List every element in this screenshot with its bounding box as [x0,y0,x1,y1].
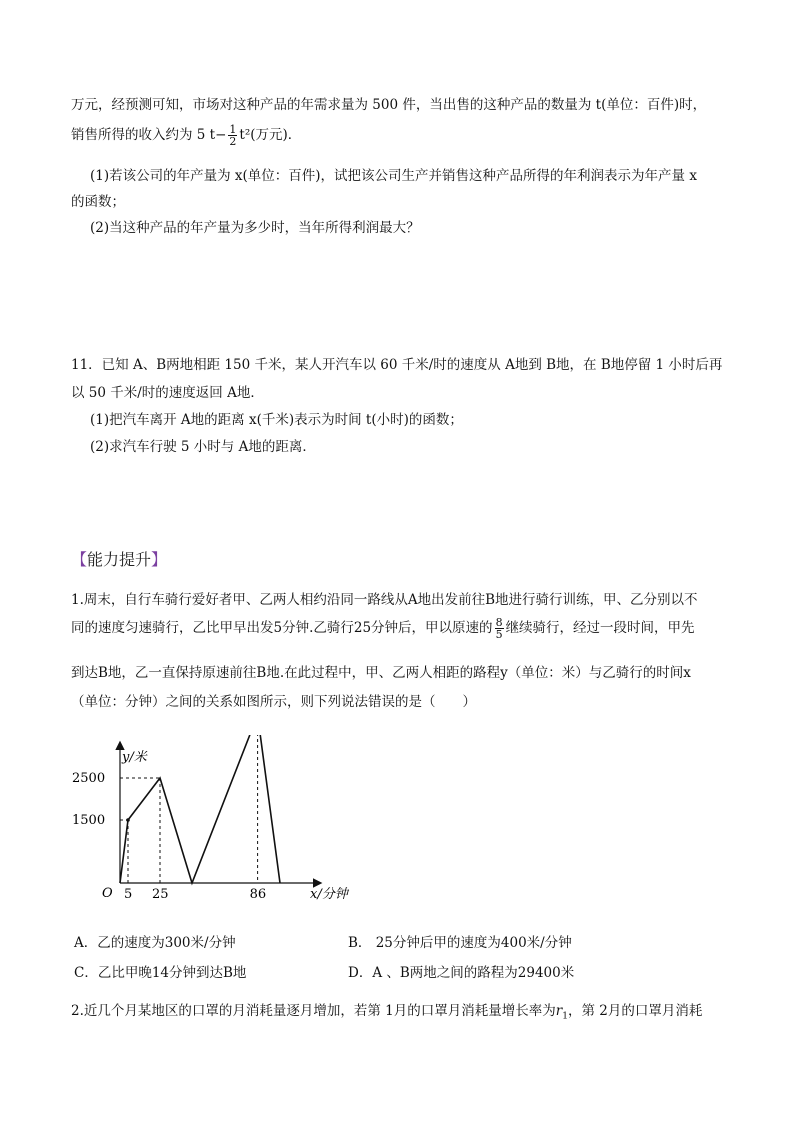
q1-line2-post: 继续骑行，经过一段时间，甲先 [505,620,695,636]
section-bracket-close: 】 [151,550,168,569]
point-5 [126,818,130,822]
y-tick-1500: 1500 [72,813,106,828]
option-a: A．乙的速度为300米/分钟 [74,935,236,951]
p1-frac-den: 2 [229,135,237,148]
section-title [71,547,167,570]
p1-q1-line2: 的函数； [71,194,125,210]
option-b: B． 25分钟后甲的速度为400米/分钟 [348,935,572,951]
p1-fraction [228,124,237,147]
x-tick-25: 25 [152,887,169,902]
p11-line2: 以 50 千米/时的速度返回 A地． [71,385,264,401]
q1-line2 [71,617,695,640]
p1-frac-num: 1 [229,123,237,136]
q1-fraction [495,617,504,640]
q1-frac-num: 8 [495,616,503,629]
q1-line3: 到达B地，乙一直保持原速前往B地.在此过程中，甲、乙两人相距的路程y（单位：米）与乙骑行的时间x [71,665,691,681]
option-d: D．A 、B两地之间的路程为29400米 [348,965,575,981]
option-c: C．乙比甲晚14分钟到达B地 [74,965,247,981]
p11-line1: 11．已知 A、B两地相距 150 千米，某人开汽车以 60 千米/时的速度从 A地到 B地，在 B地停留 1 小时后再 [71,357,723,373]
q1-line4: （单位：分钟）之间的关系如图所示，则下列说法错误的是（ ） [71,694,476,710]
p11-q1: (1)把汽车离开 A地的距离 x(千米)表示为时间 t(小时)的函数； [90,412,463,428]
y-axis-label: y/米 [122,750,147,765]
x-axis-label: x/分钟 [310,887,348,902]
p1-line2 [71,124,301,147]
section-title-text: 能力提升 [87,550,152,569]
q1-frac-den: 5 [495,628,503,641]
q2-line1-post: ，第 2月的口罩月消耗 [567,1003,703,1019]
p1-line2-post: t²(万元)． [239,127,302,143]
distance-time-graph [70,735,370,915]
x-tick-86: 86 [249,887,267,902]
section-bracket-open: 【 [71,550,88,569]
y-tick-2500: 2500 [72,771,106,786]
origin-label: O [102,886,113,901]
q2-line1-pre: 2.近几个月某地区的口罩的月消耗量逐月增加，若第 1月的口罩月消耗量增长率为 [71,1003,556,1019]
x-tick-5: 5 [124,887,133,902]
q2-var-r: r [555,1003,563,1019]
q1-line2-pre: 同的速度匀速骑行，乙比甲早出发5分钟.乙骑行25分钟后，甲以原速的 [71,620,493,636]
p1-q2: (2)当这种产品的年产量为多少时，当年所得利润最大？ [90,220,420,236]
q2-line1 [71,1001,702,1027]
p11-q2: (2)求汽车行驶 5 小时与 A地的距离． [90,439,316,455]
p1-line1: 万元，经预测可知，市场对这种产品的年需求量为 500 件，当出售的这种产品的数量为 t(单位：百件)时， [71,97,707,113]
q2-var-sub: 1 [562,1011,568,1022]
q1-line1: 1.周末，自行车骑行爱好者甲、乙两人相约沿同一路线从A地出发前往B地进行骑行训练，甲、乙分别以不 [71,592,698,608]
p1-line2-pre: 销售所得的收入约为 5 t− [71,127,227,143]
p1-q1-line1: (1)若该公司的年产量为 x(单位：百件)，试把该公司生产并销售这种产品所得的年利润表示为年产量 x [90,168,697,184]
